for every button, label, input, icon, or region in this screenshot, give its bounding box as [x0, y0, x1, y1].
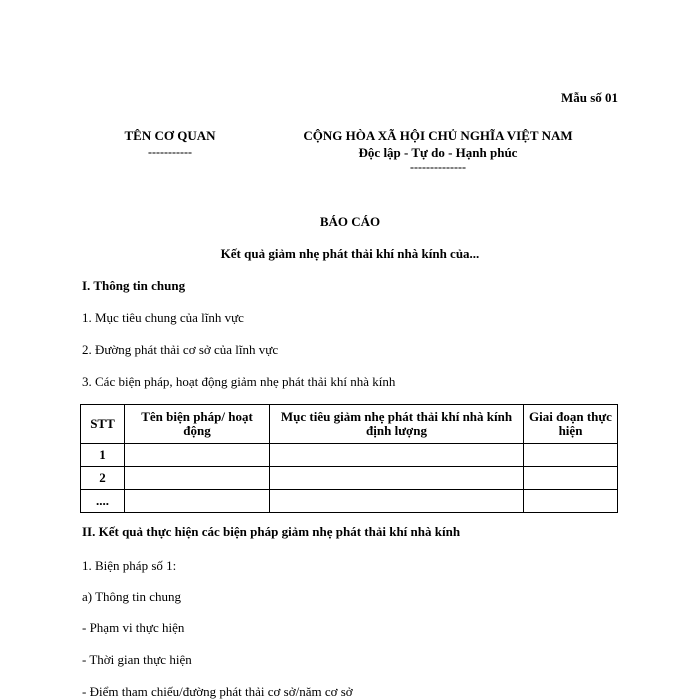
section-1-heading: I. Thông tin chung: [82, 278, 186, 293]
table-cell: [270, 467, 524, 490]
measures-table: [80, 404, 618, 513]
nation-name: CỘNG HÒA XÃ HỘI CHỦ NGHĨA VIỆT NAM: [303, 128, 573, 143]
table-cell: [125, 444, 270, 467]
section-1-item: 2. Đường phát thải cơ sở của lĩnh vực: [82, 342, 279, 357]
agency-underline: -----------: [148, 145, 192, 159]
report-title: BÁO CÁO: [319, 214, 381, 229]
table-header: Giai đoạn thực hiện: [524, 405, 618, 444]
table-cell: [125, 467, 270, 490]
agency-block: [110, 128, 230, 160]
nation-underline: --------------: [410, 160, 466, 174]
section-2-item: 1. Biện pháp số 1:: [82, 558, 177, 573]
form-number: Mẫu số 01: [560, 90, 618, 105]
table-cell: [270, 444, 524, 467]
table-cell: [270, 490, 524, 513]
nation-motto: Độc lập - Tự do - Hạnh phúc: [358, 145, 518, 160]
table-cell: [524, 444, 618, 467]
table-cell: [524, 490, 618, 513]
table-header-row: [81, 405, 618, 444]
section-1-item: 1. Mục tiêu chung của lĩnh vực: [82, 310, 244, 325]
table-row: [81, 490, 618, 513]
table-header: Tên biện pháp/ hoạt động: [125, 405, 270, 444]
table-cell: 1: [81, 444, 125, 467]
report-subtitle: Kết quả giảm nhẹ phát thải khí nhà kính của...: [220, 246, 480, 261]
table-cell: 2: [81, 467, 125, 490]
section-2-item: - Phạm vi thực hiện: [82, 620, 185, 635]
section-2-item: a) Thông tin chung: [82, 589, 182, 604]
table-cell: ....: [81, 490, 125, 513]
section-2-heading: II. Kết quả thực hiện các biện pháp giảm nhẹ phát thải khí nhà kính: [82, 524, 461, 539]
table-cell: [125, 490, 270, 513]
section-1-item: 3. Các biện pháp, hoạt động giảm nhẹ phát thải khí nhà kính: [82, 374, 396, 389]
section-2-item: - Điểm tham chiếu/đường phát thải cơ sở/năm cơ sở: [82, 684, 353, 699]
table-header: STT: [81, 405, 125, 444]
table-header: Mục tiêu giảm nhẹ phát thải khí nhà kính định lượng: [270, 405, 524, 444]
agency-name: TÊN CƠ QUAN: [124, 128, 216, 143]
section-2-item: - Thời gian thực hiện: [82, 652, 192, 667]
table-cell: [524, 467, 618, 490]
table-row: [81, 467, 618, 490]
nation-block: [288, 128, 588, 175]
table-row: [81, 444, 618, 467]
